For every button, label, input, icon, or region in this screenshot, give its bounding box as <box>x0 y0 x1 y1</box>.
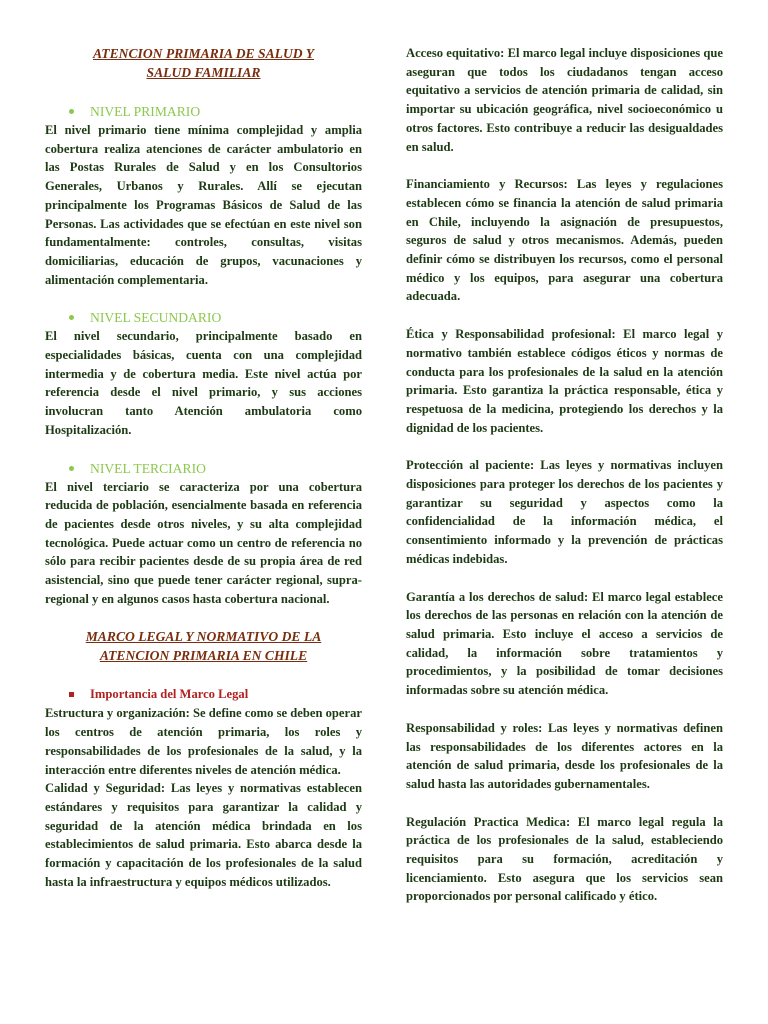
level-heading-text: NIVEL SECUNDARIO <box>90 310 222 326</box>
paragraph-proteccion: Protección al paciente: Las leyes y normativas incluyen disposiciones para proteger los derechos de los pacientes y garantizar su seguridad y aspectos como la confidencialidad de la información médica, el consentimiento informado y la prevención de prácticas médicas indebidas. <box>406 458 723 566</box>
paragraph-regulacion: Regulación Practica Medica: El marco legal regula la práctica de los profesionales de la salud, estableciendo requisitos para su formación, acreditación y licenciamiento. Esto asegura que los servicios sean proporcionados por personal calificado y ético. <box>406 814 723 904</box>
bullet-icon <box>69 466 74 471</box>
paragraph-financiamiento: Financiamiento y Recursos: Las leyes y regulaciones establecen cómo se financia la atención de salud primaria en Chile, incluyendo la asignación de presupuestos, seguros de salud y otros mecanismos. Además, pueden definir cómo se distribuyen los recursos, como el personal médico y los equipos, para asegurar una cobertura adecuada. <box>406 177 723 304</box>
paragraph-acceso: Acceso equitativo: El marco legal incluye disposiciones que aseguran que todos los ciudadanos tengan acceso equitativo a servicios de atención primaria de calidad, sin importar su ubicación geográfica, nivel socioeconómico u otros factores. Esto contribuye a reducir las desigualdades en salud. <box>406 46 723 154</box>
section-title-aps <box>45 44 362 82</box>
paragraph-etica: Ética y Responsabilidad profesional: El marco legal y normativo también establece códigos éticos y normas de conducta para los profesionales de la salud en la atención primaria. Esto garantiza la práctica responsable, ética y respetuosa de la medicina, protegiendo los derechos y la dignidad de los pacientes. <box>406 327 723 435</box>
level-heading-terciario <box>45 459 362 478</box>
sub-heading-importancia <box>45 685 362 704</box>
level-heading-text: NIVEL PRIMARIO <box>90 104 201 119</box>
left-column <box>45 44 362 892</box>
title-line: SALUD FAMILIAR <box>146 65 261 80</box>
level-paragraph-terciario: El nivel terciario se caracteriza por una cobertura reducida de población, esencialmente basada en referencia de pacientes desde otros niveles, y su alta complejidad tecnológica. Puede actuar como un centro de referencia no sólo para recibir pacientes desde de su propia área de red asistencial, sino que puede tener carácter regional, supra-regional y en algunos casos hasta cobertura nacional. <box>45 479 362 606</box>
title-line: ATENCION PRIMARIA EN CHILE <box>99 648 308 664</box>
paragraph-responsabilidad: Responsabilidad y roles: Las leyes y normativas definen las responsabilidades de los diferentes actores en la atención de salud primaria, desde los profesionales de la salud hasta las autoridades gubernamentales. <box>406 720 723 791</box>
level-heading-text: NIVEL TERCIARIO <box>90 460 206 476</box>
right-column <box>406 44 723 906</box>
title-line: ATENCION PRIMARIA DE SALUD Y <box>92 46 315 61</box>
level-paragraph-secundario: El nivel secundario, principalmente basado en especialidades básicas, cuenta con una complejidad intermedia y de cobertura media. Este nivel actúa por referencia desde el nivel primario, y sus acciones involucran tanto Atención ambulatoria como Hospitalización. <box>45 329 362 437</box>
sub-heading-text: Importancia del Marco Legal <box>90 687 249 702</box>
level-heading-primario <box>45 102 362 121</box>
bullet-icon <box>69 109 74 114</box>
section-title-marco-legal <box>45 627 362 665</box>
paragraph-calidad: Calidad y Seguridad: Las leyes y normativas establecen estándares y requisitos para garantizar la calidad y seguridad de la atención médica brindada en los establecimientos de salud primaria. Esto abarca desde la formación y capacitación de los profesionales de la salud hasta la infraestructura y equipos médicos utilizados. <box>45 781 362 889</box>
bullet-icon <box>69 315 74 320</box>
paragraph-garantia: Garantía a los derechos de salud: El marco legal establece los derechos de las personas en relación con la atención de salud primaria. Esto incluye el acceso a servicios de calidad, la información sobre tratamientos y procedimientos, y la posibilidad de tomar decisiones informadas sobre su atención médica. <box>406 589 723 698</box>
level-heading-secundario <box>45 308 362 327</box>
level-paragraph-primario: El nivel primario tiene mínima complejidad y amplia cobertura realiza atenciones de carácter ambulatorio en las Postas Rurales de Salud y en los Consultorios Generales, Urbanos y Rurales. Allí se ejecutan principalmente los Programas Básicos de Salud de las Personas. Las actividades que se efectúan en este nivel son fundamentalmente: controles, consultas, visitas domiciliarias, educación de grupos, vacunaciones y alimentación complementaria. <box>45 123 362 287</box>
title-line: MARCO LEGAL Y NORMATIVO DE LA <box>85 629 322 645</box>
square-bullet-icon <box>69 692 74 697</box>
paragraph-estructura: Estructura y organización: Se define como se deben operar los centros de atención primaria, los roles y responsabilidades de los profesionales de la salud, y la interacción entre diferentes niveles de atención médica. <box>45 706 362 777</box>
